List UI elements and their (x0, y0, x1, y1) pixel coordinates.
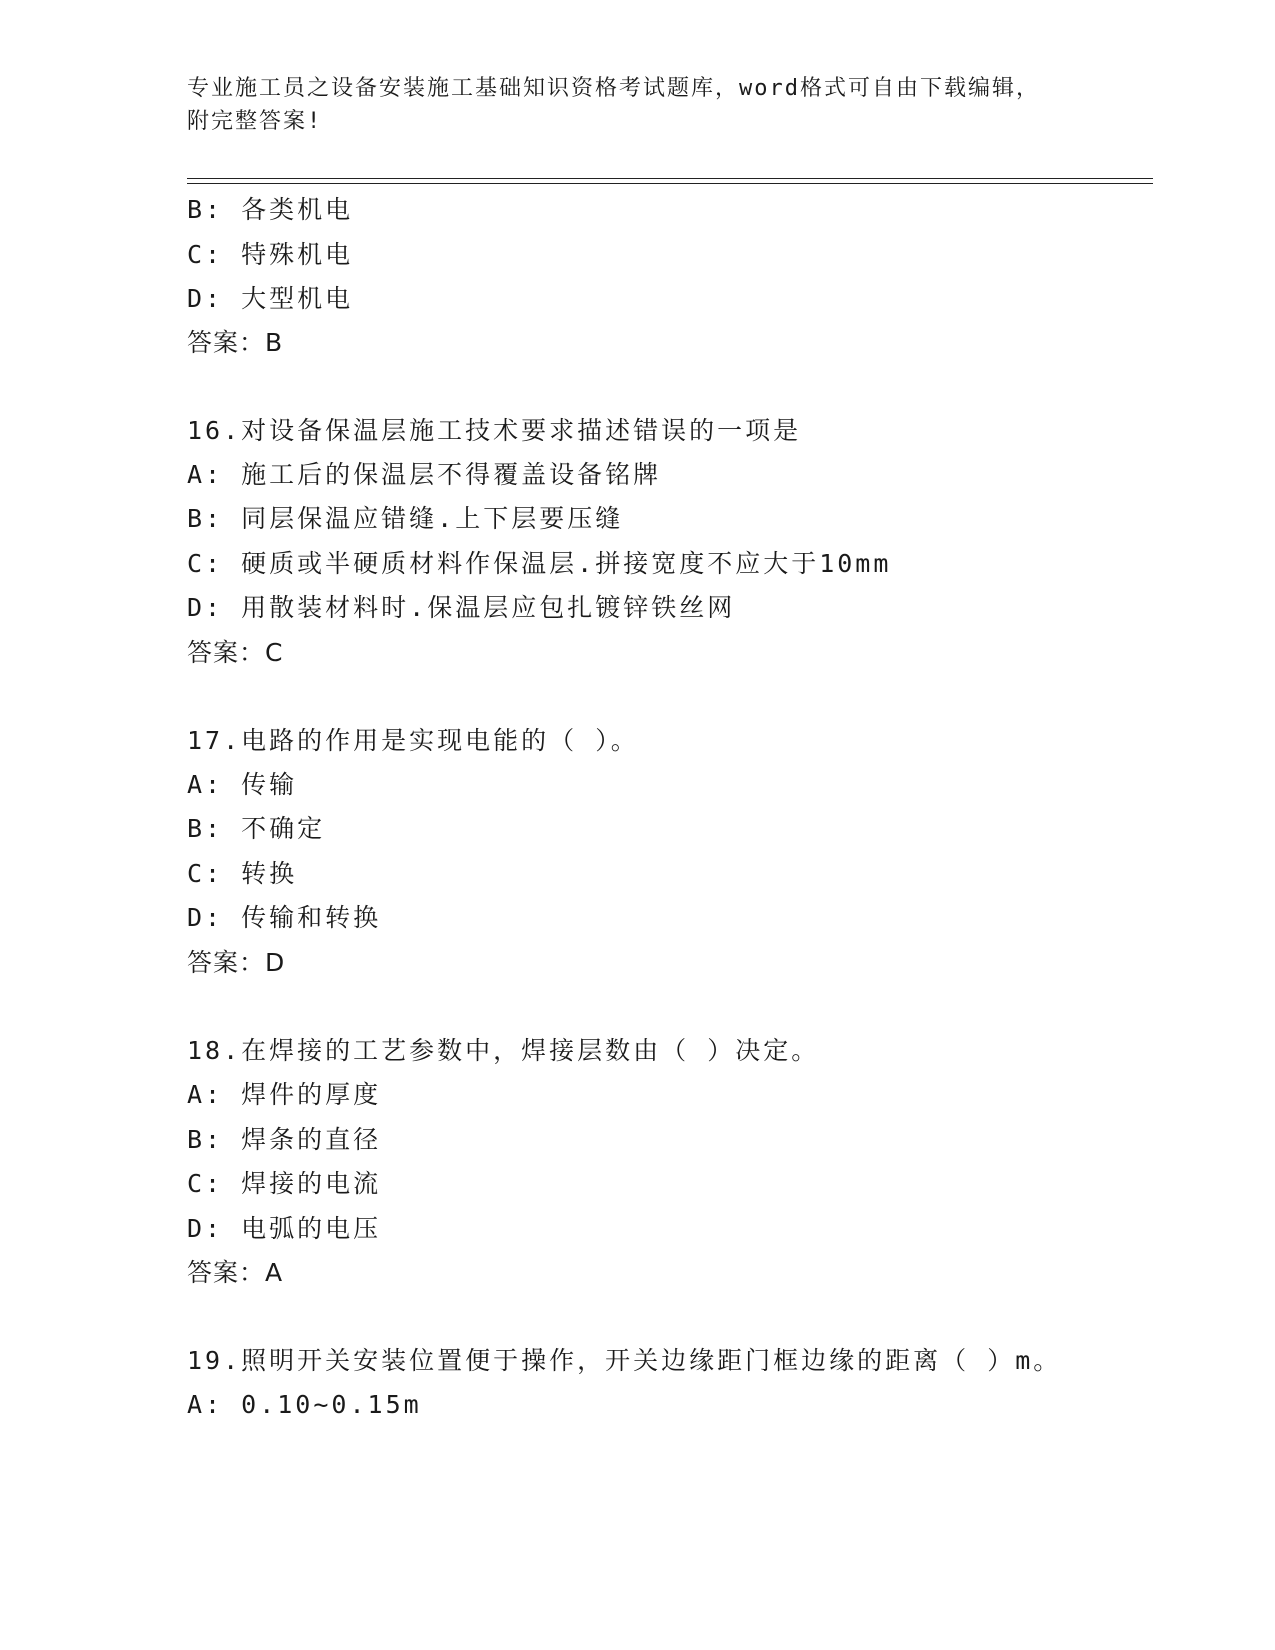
header-divider-top (187, 178, 1153, 179)
option-d: D: 传输和转换 (187, 903, 382, 932)
question-18: 18.在焊接的工艺参数中，焊接层数由（ ）决定。 (187, 1036, 820, 1065)
document-header (187, 72, 1147, 138)
question-17: 17.电路的作用是实现电能的（ ）。 (187, 726, 639, 755)
option-b: B: 同层保温应错缝.上下层要压缝 (187, 504, 624, 533)
header-line-1: 专业施工员之设备安装施工基础知识资格考试题库，word格式可自由下载编辑， (187, 76, 1040, 101)
answer-line: 答案：B (187, 328, 284, 357)
option-c: C: 硬质或半硬质材料作保温层.拼接宽度不应大于10mm (187, 549, 892, 578)
answer-line: 答案：A (187, 1258, 284, 1287)
answer-line: 答案：D (187, 948, 286, 977)
option-d: D: 大型机电 (187, 284, 354, 313)
option-b: B: 不确定 (187, 814, 326, 843)
option-a: A: 传输 (187, 770, 298, 799)
option-c: C: 转换 (187, 859, 298, 888)
option-d: D: 电弧的电压 (187, 1214, 382, 1243)
option-a: A: 施工后的保温层不得覆盖设备铭牌 (187, 460, 662, 489)
option-c: C: 焊接的电流 (187, 1169, 382, 1198)
header-divider-bottom (187, 183, 1153, 184)
question-19: 19.照明开关安装位置便于操作，开关边缘距门框边缘的距离（ ）m。 (187, 1346, 1062, 1375)
question-16: 16.对设备保温层施工技术要求描述错误的一项是 (187, 416, 802, 445)
option-a: A: 焊件的厚度 (187, 1080, 382, 1109)
option-b: B: 焊条的直径 (187, 1125, 382, 1154)
option-b: B: 各类机电 (187, 195, 354, 224)
option-a: A: 0.10~0.15m (187, 1390, 422, 1419)
option-c: C: 特殊机电 (187, 240, 354, 269)
header-line-2: 附完整答案! (187, 109, 323, 134)
option-d: D: 用散装材料时.保温层应包扎镀锌铁丝网 (187, 593, 736, 622)
answer-line: 答案：C (187, 638, 284, 667)
